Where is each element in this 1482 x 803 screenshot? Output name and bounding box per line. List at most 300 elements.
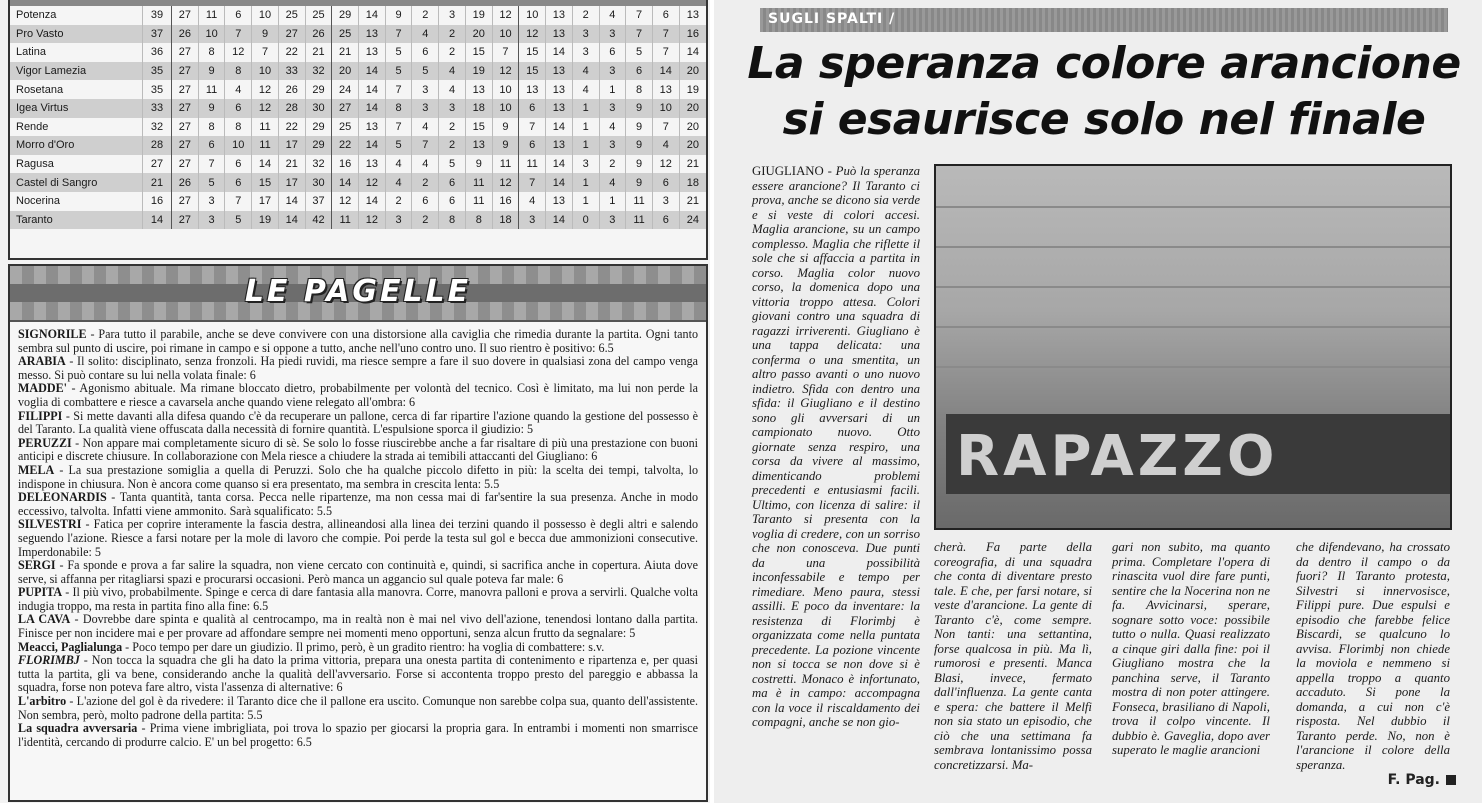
team-points: 35 — [143, 80, 172, 99]
stat-cell: 12 — [332, 192, 359, 211]
stat-cell: 11 — [465, 192, 492, 211]
stat-cell: 6 — [225, 6, 252, 25]
stat-cell: 26 — [305, 25, 332, 44]
stat-cell: 10 — [225, 136, 252, 155]
rating-entry — [18, 464, 698, 491]
stat-cell: 15 — [519, 62, 546, 81]
stat-cell: 7 — [626, 25, 653, 44]
team-points: 28 — [143, 136, 172, 155]
team-points: 32 — [143, 118, 172, 137]
stat-cell: 4 — [439, 62, 466, 81]
stat-cell: 9 — [492, 118, 519, 137]
stat-cell: 12 — [359, 211, 386, 230]
table-row — [10, 118, 706, 137]
stat-cell: 25 — [332, 25, 359, 44]
stat-cell: 10 — [252, 62, 279, 81]
stat-cell: 25 — [332, 118, 359, 137]
stat-cell: 4 — [519, 192, 546, 211]
stat-cell: 13 — [359, 155, 386, 174]
stat-cell: 2 — [439, 136, 466, 155]
stat-cell: 12 — [252, 80, 279, 99]
stat-cell: 4 — [599, 6, 626, 25]
stat-cell: 27 — [172, 118, 199, 137]
stat-cell: 14 — [652, 62, 679, 81]
stat-cell: 11 — [492, 155, 519, 174]
stat-cell: 26 — [172, 173, 199, 192]
pagelle-header — [10, 266, 706, 322]
stat-cell: 4 — [385, 155, 412, 174]
stat-cell: 3 — [385, 211, 412, 230]
stat-cell: 6 — [519, 99, 546, 118]
stat-cell: 27 — [172, 43, 199, 62]
stat-cell: 1 — [572, 192, 599, 211]
stat-cell: 18 — [465, 99, 492, 118]
stat-cell: 4 — [439, 80, 466, 99]
stand-step — [936, 286, 1450, 288]
stat-cell: 9 — [252, 25, 279, 44]
stat-cell: 9 — [492, 136, 519, 155]
stat-cell: 19 — [465, 6, 492, 25]
rating-name: SERGI — [18, 558, 56, 573]
stat-cell: 7 — [652, 25, 679, 44]
stat-cell: 15 — [252, 173, 279, 192]
stat-cell: 10 — [652, 99, 679, 118]
stat-cell: 3 — [652, 192, 679, 211]
stat-cell: 7 — [198, 155, 225, 174]
stat-cell: 13 — [359, 43, 386, 62]
stat-cell: 7 — [225, 25, 252, 44]
article-column-2: cherà. Fa parte della coreografia, di una squadra che conta di diventare presto tale. E che, per farsi notare, si veste d'arancione. La gente di Taranto c'è, come sempre. Non tanti: una settantina, forse qualcosa in più. Ma lì, rumorosi e presenti. Manca Blasi, invece, fermato dall'influenza. La gente canta e spera: che battere il Melfi non sia stato un episodio, che ciò che una settimana fa sembrava lontanissimo possa concretizzarsi. Ma- — [934, 540, 1092, 772]
stat-cell: 7 — [652, 43, 679, 62]
stat-cell: 7 — [385, 80, 412, 99]
stat-cell: 14 — [679, 43, 706, 62]
stat-cell: 3 — [599, 211, 626, 230]
stat-cell: 27 — [332, 99, 359, 118]
stat-cell: 2 — [439, 25, 466, 44]
stat-cell: 13 — [546, 99, 573, 118]
stat-cell: 6 — [519, 136, 546, 155]
stat-cell: 30 — [305, 173, 332, 192]
stat-cell: 21 — [305, 43, 332, 62]
stat-cell: 13 — [546, 136, 573, 155]
stat-cell: 12 — [492, 6, 519, 25]
stat-cell: 42 — [305, 211, 332, 230]
rating-text: - Dovrebbe dare spinta e qualità al centrocampo, ma in realtà non è mai nel vivo dell'azione, tenendosi lontano dalla partita. Finisce per non incidere mai e per provare ad affondare sempre nei momenti meno opportuni, senza alcun frutto da segnalare: 5 — [18, 612, 698, 641]
team-points: 21 — [143, 173, 172, 192]
stat-cell: 12 — [519, 25, 546, 44]
stat-cell: 16 — [332, 155, 359, 174]
article-column-3: gari non subito, ma quanto prima. Completare l'opera di rinascita vuol dire fare punti, sentire che la Nocerina non ne fa. Avvicinarsi, sperare, sognare sotto voce: possibile tutto o nulla. Quasi realizzato a cinque giri dalla fine: poi il Giugliano mostra che la panchina serve, il Taranto mostra di non poter attingere. Fonseca, brasiliano di Napoli, trova il colpo vincente. Il dubbio è. Gaveglia, dopo aver superato le maglie arancioni — [1112, 540, 1270, 757]
stat-cell: 13 — [546, 62, 573, 81]
stat-cell: 6 — [652, 6, 679, 25]
headline — [734, 36, 1474, 148]
stat-cell: 14 — [546, 173, 573, 192]
stat-cell: 3 — [599, 62, 626, 81]
stat-cell: 4 — [572, 80, 599, 99]
stat-cell: 19 — [465, 62, 492, 81]
team-name: Rende — [16, 120, 49, 133]
stat-cell: 24 — [679, 211, 706, 230]
stat-cell: 7 — [519, 173, 546, 192]
stat-cell: 21 — [679, 155, 706, 174]
stat-cell: 9 — [198, 99, 225, 118]
stat-cell: 13 — [519, 80, 546, 99]
stat-cell: 32 — [305, 155, 332, 174]
table-row — [10, 211, 706, 230]
rating-name: PERUZZI — [18, 435, 72, 450]
stat-cell: 18 — [679, 173, 706, 192]
team-points: 39 — [143, 6, 172, 25]
stat-cell: 22 — [278, 118, 305, 137]
stat-cell: 2 — [439, 43, 466, 62]
stat-cell: 4 — [652, 136, 679, 155]
rating-name: SIGNORILE — [18, 327, 87, 341]
table-row — [10, 6, 706, 25]
stand-step — [936, 326, 1450, 328]
team-points: 36 — [143, 43, 172, 62]
team-name: Latina — [16, 46, 46, 59]
stat-cell: 5 — [626, 43, 653, 62]
stat-cell: 1 — [572, 173, 599, 192]
section-label: SUGLI SPALTI / — [768, 11, 896, 27]
rating-entry — [18, 518, 698, 559]
stat-cell: 22 — [278, 43, 305, 62]
stat-cell: 2 — [439, 118, 466, 137]
stat-cell: 17 — [278, 136, 305, 155]
stat-cell: 27 — [172, 6, 199, 25]
rating-name: FILIPPI — [18, 408, 63, 423]
stat-cell: 17 — [252, 192, 279, 211]
stat-cell: 20 — [679, 62, 706, 81]
stat-cell: 4 — [385, 173, 412, 192]
stat-cell: 19 — [252, 211, 279, 230]
stat-cell: 3 — [412, 99, 439, 118]
stat-cell: 32 — [305, 62, 332, 81]
stat-cell: 33 — [278, 62, 305, 81]
stat-cell: 13 — [546, 25, 573, 44]
stat-cell: 14 — [359, 136, 386, 155]
stat-cell: 14 — [359, 192, 386, 211]
stat-cell: 8 — [198, 118, 225, 137]
stat-cell: 20 — [679, 99, 706, 118]
stat-cell: 0 — [572, 211, 599, 230]
rating-text: - L'azione del gol è da rivedere: il Taranto dice che il pallone era uscito. Comunque non sarebbe colpa sua, quanto dell'assistente. Non sembra, però, molto padrone della partita: 5.5 — [18, 694, 698, 722]
stat-cell: 24 — [332, 80, 359, 99]
stat-cell: 14 — [546, 211, 573, 230]
stat-cell: 11 — [626, 192, 653, 211]
stat-cell: 3 — [439, 99, 466, 118]
table-row — [10, 62, 706, 81]
stat-cell: 6 — [412, 43, 439, 62]
team-points: 37 — [143, 25, 172, 44]
dateline: GIUGLIANO - — [752, 164, 836, 178]
stat-cell: 8 — [385, 99, 412, 118]
stat-cell: 37 — [305, 192, 332, 211]
pagelle-title: LE PAGELLE — [244, 274, 472, 309]
stat-cell: 3 — [519, 211, 546, 230]
article-column-4: che difendevano, ha crossato da dentro il campo o da fuori? Il Taranto protesta, Silvestri si innervosisce, Filippi pure. Due espulsi e episodio che farebbe felice Biscardi, se qualcuno lo avvisa. Florimbj non chiede la moviola e nemmeno si appella troppo a quanto accaduto. Si pone la domanda, a cui non c'è risposta. Nel dubbio il Taranto perde. No, non è l'arancione il colore della speranza. — [1296, 540, 1450, 772]
rating-text: - Tanta quantità, tanta corsa. Pecca nelle ripartenze, ma non cessa mai di far'sentire la sua presenza. Anche in modo eccessivo, talvolta. Infatti viene ammonito. Sarà squalificato: 5.5 — [18, 490, 698, 518]
stat-cell: 21 — [332, 43, 359, 62]
table-row — [10, 192, 706, 211]
table-row — [10, 173, 706, 192]
stat-cell: 6 — [225, 173, 252, 192]
stat-cell: 27 — [172, 136, 199, 155]
stat-cell: 20 — [465, 25, 492, 44]
stat-cell: 6 — [225, 99, 252, 118]
stat-cell: 13 — [465, 80, 492, 99]
stat-cell: 6 — [626, 62, 653, 81]
stat-cell: 16 — [492, 192, 519, 211]
article-column-1 — [752, 164, 921, 729]
stat-cell: 14 — [359, 80, 386, 99]
stat-cell: 7 — [225, 192, 252, 211]
stat-cell: 6 — [198, 136, 225, 155]
stat-cell: 12 — [225, 43, 252, 62]
table-row — [10, 25, 706, 44]
rating-name: LA CAVA — [18, 612, 71, 627]
byline — [1388, 772, 1456, 788]
stat-cell: 4 — [412, 25, 439, 44]
stat-cell: 13 — [546, 192, 573, 211]
rating-name: MADDE' — [18, 381, 68, 396]
stat-cell: 30 — [305, 99, 332, 118]
stat-cell: 13 — [546, 80, 573, 99]
stat-cell: 3 — [439, 6, 466, 25]
stat-cell: 6 — [652, 173, 679, 192]
stat-cell: 2 — [412, 6, 439, 25]
stat-cell: 27 — [172, 211, 199, 230]
stat-cell: 14 — [359, 99, 386, 118]
stat-cell: 9 — [198, 62, 225, 81]
table-row — [10, 80, 706, 99]
right-page — [714, 0, 1482, 803]
stat-cell: 5 — [439, 155, 466, 174]
stat-cell: 2 — [412, 173, 439, 192]
stat-cell: 28 — [278, 99, 305, 118]
table-row — [10, 136, 706, 155]
rating-entry — [18, 410, 698, 437]
stat-cell: 3 — [572, 25, 599, 44]
rating-name: MELA — [18, 462, 55, 477]
rating-entry — [18, 559, 698, 586]
rating-text: - Non tocca la squadra che gli ha dato la prima vittoria, prepara una onesta partita di contenimento e ripartenza e, per quasi tutta la partita, gli va bene, considerando anche la qualità dell'avversario. Forse si accontenta troppo presto del pareggio e abbassa la squadra, forse non poteva fare altro, vista l'assenza di alternative: 6 — [18, 653, 698, 695]
table-row — [10, 155, 706, 174]
ratings-list — [10, 322, 706, 749]
stat-cell: 13 — [465, 136, 492, 155]
stat-cell: 5 — [385, 43, 412, 62]
lead-text: Può la speranza essere arancione? Il Taranto ci prova, anche se dicono sia verde e si veste di colori accesi. Maglia arancione, su un campo complesso. Maglia che riflette il sole che si affaccia a partita in corso. Maglia color nuovo corso, la domenica dopo una vittoria troppo attesa. Colori giovani contro una squadra di ragazzi irriverenti. Giugliano è una tappa delicata: una conferma o una smentita, un altro passo avanti o uno nuovo indietro. Sfida con dentro una sfida: il Giugliano e il destino sono gli avversari di un campionato nuovo. Otto giornate senza respiro, una corsa da vivere al massimo, dimenticando problemi precedenti e entusiasmi facili. Ultimo, con licenza di salire: il Taranto si presenta con la voglia di credere, con un sorriso che non conosceva. Due punti da una possibilità inconfessabile e tempo per rimediare. Meno paura, stessi assilli. E poco da inventare: la resistenza di Florimbj è organizzata come nella puntata precedente. La pozione vincente non si tocca se non dove si è costretti. Monaco è infortunato, ma è in campo: accompagna con la voce il riscaldamento dei compagni, anche se non gio- — [752, 164, 921, 729]
stat-cell: 8 — [225, 118, 252, 137]
stat-cell: 5 — [385, 62, 412, 81]
headline-line-2: si esaurisce solo nel finale — [782, 94, 1426, 145]
stat-cell: 11 — [198, 6, 225, 25]
rating-entry — [18, 355, 698, 382]
stat-cell: 6 — [652, 211, 679, 230]
rating-text: - Il solito: disciplinato, senza fronzoli. Ha piedi ruvidi, ma riesce sempre a fare il suo dovere in qualsiasi zona del campo venga messo. Si può contare su lui nella volata finale: 6 — [18, 354, 698, 382]
stand-step — [936, 246, 1450, 248]
rating-name: La squadra avversaria — [18, 721, 138, 736]
stat-cell: 9 — [626, 155, 653, 174]
stat-cell: 7 — [385, 25, 412, 44]
stat-cell: 29 — [305, 136, 332, 155]
stat-cell: 5 — [385, 136, 412, 155]
rating-entry — [18, 437, 698, 464]
stat-cell: 6 — [599, 43, 626, 62]
stat-cell: 14 — [359, 62, 386, 81]
stat-cell: 11 — [332, 211, 359, 230]
rating-text: - Fatica per coprire interamente la fascia destra, allineandosi alla linea dei terzini quando il possesso è degli altri e salendo seguendo l'azione. Riesce a farsi notare per la mole di lavoro che compie. Poi perde la testa sul gol e becca due ammonizioni consecutive. Imperdonabile: 5 — [18, 517, 698, 559]
team-name: Morro d'Oro — [16, 139, 75, 152]
stat-cell: 13 — [652, 80, 679, 99]
stat-cell: 6 — [439, 173, 466, 192]
stat-cell: 8 — [198, 43, 225, 62]
team-name: Taranto — [16, 213, 53, 226]
stat-cell: 6 — [439, 192, 466, 211]
team-name: Rosetana — [16, 83, 64, 96]
stat-cell: 3 — [198, 211, 225, 230]
rating-entry — [18, 722, 698, 749]
rating-text: - Si mette davanti alla difesa quando c'è da recuperare un pallone, cerca di far ripartire l'azione quando la gestione del possesso è del Taranto. La qualità viene offuscata dalla necessità di fornire quantità. L'espulsione sporca il giudizio: 5 — [18, 408, 698, 437]
rating-entry — [18, 382, 698, 409]
stat-cell: 7 — [385, 118, 412, 137]
stat-cell: 12 — [359, 173, 386, 192]
rating-entry — [18, 654, 698, 695]
stat-cell: 21 — [278, 155, 305, 174]
rating-name: PUPITA — [18, 585, 63, 600]
rating-text: - Para tutto il parabile, anche se deve convivere con una distorsione alla caviglia che rimedia durante la partita. Ogni tanto sembra sul punto di uscire, poi rimane in campo e si oppone a tutto, anche nell'uno contro uno. Il suo rientro è positivo: 6.5 — [18, 327, 698, 355]
stat-cell: 6 — [412, 192, 439, 211]
stat-cell: 12 — [492, 62, 519, 81]
stat-cell: 18 — [492, 211, 519, 230]
stat-cell: 26 — [278, 80, 305, 99]
stat-cell: 14 — [546, 155, 573, 174]
stat-cell: 12 — [652, 155, 679, 174]
stat-cell: 3 — [599, 99, 626, 118]
stat-cell: 4 — [225, 80, 252, 99]
stat-cell: 4 — [412, 155, 439, 174]
stat-cell: 8 — [465, 211, 492, 230]
stat-cell: 10 — [519, 6, 546, 25]
table-row — [10, 99, 706, 118]
stat-cell: 5 — [412, 62, 439, 81]
stat-cell: 13 — [359, 118, 386, 137]
stat-cell: 3 — [572, 155, 599, 174]
rating-text: - Prima viene imbrigliata, poi trova lo spazio per giocarsi la propria gara. In entrambi i momenti non smarrisce l'identità, cercando di produrre calcio. E' un bel progetto: 6.5 — [18, 721, 699, 749]
stat-cell: 20 — [679, 136, 706, 155]
stat-cell: 8 — [225, 62, 252, 81]
stat-cell: 29 — [332, 6, 359, 25]
stat-cell: 9 — [626, 118, 653, 137]
stand-step — [936, 366, 1450, 368]
stat-cell: 1 — [599, 192, 626, 211]
rating-entry — [18, 586, 698, 613]
stat-cell: 22 — [332, 136, 359, 155]
stat-cell: 7 — [252, 43, 279, 62]
stat-cell: 3 — [412, 80, 439, 99]
stat-cell: 29 — [305, 80, 332, 99]
rating-name: SILVESTRI — [18, 517, 82, 532]
end-square-icon — [1446, 775, 1456, 785]
stat-cell: 2 — [385, 192, 412, 211]
stat-cell: 6 — [225, 155, 252, 174]
stat-cell: 29 — [305, 118, 332, 137]
team-name: Pro Vasto — [16, 27, 64, 40]
byline-text: F. Pag. — [1387, 772, 1440, 788]
team-points: 33 — [143, 99, 172, 118]
rating-text: - Fa sponde e prova a far salire la squadra, non viene cercato con continuità e, quindi, si sacrifica anche in copertura. Aiuta dove serve, si affanna per ritagliarsi spazi e procurarsi occasioni. Però manca un aggancio sul quale poteva far male: 6 — [18, 558, 698, 586]
stat-cell: 21 — [679, 192, 706, 211]
stat-cell: 11 — [626, 211, 653, 230]
rating-entry — [18, 491, 698, 518]
rating-text: - Poco tempo per dare un giudizio. Il primo, però, è un gradito rientro: ha voglia di combattere: s.v. — [122, 639, 605, 654]
stat-cell: 12 — [252, 99, 279, 118]
stat-cell: 14 — [332, 173, 359, 192]
section-bar — [760, 8, 1448, 32]
stat-cell: 9 — [626, 173, 653, 192]
rating-entry — [18, 328, 698, 355]
rating-name: Meacci, Paglialunga — [18, 639, 123, 654]
stat-cell: 3 — [599, 25, 626, 44]
team-points: 35 — [143, 62, 172, 81]
stat-cell: 1 — [572, 118, 599, 137]
stat-cell: 19 — [679, 80, 706, 99]
stat-cell: 9 — [626, 136, 653, 155]
stat-cell: 10 — [252, 6, 279, 25]
stat-cell: 9 — [626, 99, 653, 118]
stat-cell: 10 — [492, 25, 519, 44]
stat-cell: 27 — [172, 155, 199, 174]
stat-cell: 2 — [412, 211, 439, 230]
stat-cell: 11 — [519, 155, 546, 174]
stat-cell: 9 — [465, 155, 492, 174]
stat-cell: 2 — [599, 155, 626, 174]
rating-entry — [18, 641, 698, 655]
stat-cell: 7 — [626, 6, 653, 25]
rating-name: FLORIMBJ — [18, 653, 80, 668]
standings-grid — [10, 6, 706, 229]
stat-cell: 27 — [172, 99, 199, 118]
team-name: Vigor Lamezia — [16, 65, 87, 78]
stat-cell: 7 — [652, 118, 679, 137]
stat-cell: 11 — [198, 80, 225, 99]
stat-cell: 10 — [492, 99, 519, 118]
rating-text: - Agonismo abituale. Ma rimane bloccato dietro, probabilmente per volontà del tecnico. Così è limitato, ma lui non perde la voglia di combattere e riesce a cavarsela anche quando viene relegato all'ombra: 6 — [18, 381, 698, 409]
stat-cell: 14 — [278, 211, 305, 230]
rating-entry — [18, 695, 698, 722]
stat-cell: 4 — [412, 118, 439, 137]
stat-cell: 8 — [439, 211, 466, 230]
stat-cell: 10 — [492, 80, 519, 99]
stat-cell: 1 — [599, 80, 626, 99]
stat-cell: 27 — [172, 62, 199, 81]
team-name: Ragusa — [16, 158, 54, 171]
stat-cell: 25 — [278, 6, 305, 25]
crowd-photo — [934, 164, 1452, 530]
stat-cell: 14 — [359, 6, 386, 25]
rating-text: - La sua prestazione somiglia a quella di Peruzzi. Solo che ha qualche piccolo difetto in più: la scelta dei tempi, talvolta, lo indispone in chiusura. Non è ancora come quanso si era presentato, ma sembra in crescita lenta: 5.5 — [18, 462, 698, 491]
stat-cell: 27 — [172, 192, 199, 211]
rating-name: L'arbitro — [18, 694, 67, 709]
stat-cell: 12 — [492, 173, 519, 192]
stat-cell: 8 — [626, 80, 653, 99]
rating-entry — [18, 613, 698, 640]
rating-name: ARABIA — [18, 354, 66, 369]
stat-cell: 14 — [252, 155, 279, 174]
rating-text: - Il più vivo, probabilmente. Spinge e cerca di dare fantasia alla manovra. Corre, manovra palloni e prova a servirli. Qualche volta indugia troppo, ma resta in partita fino alla fine: 6.5 — [18, 585, 698, 613]
stat-cell: 2 — [572, 6, 599, 25]
stat-cell: 11 — [252, 118, 279, 137]
